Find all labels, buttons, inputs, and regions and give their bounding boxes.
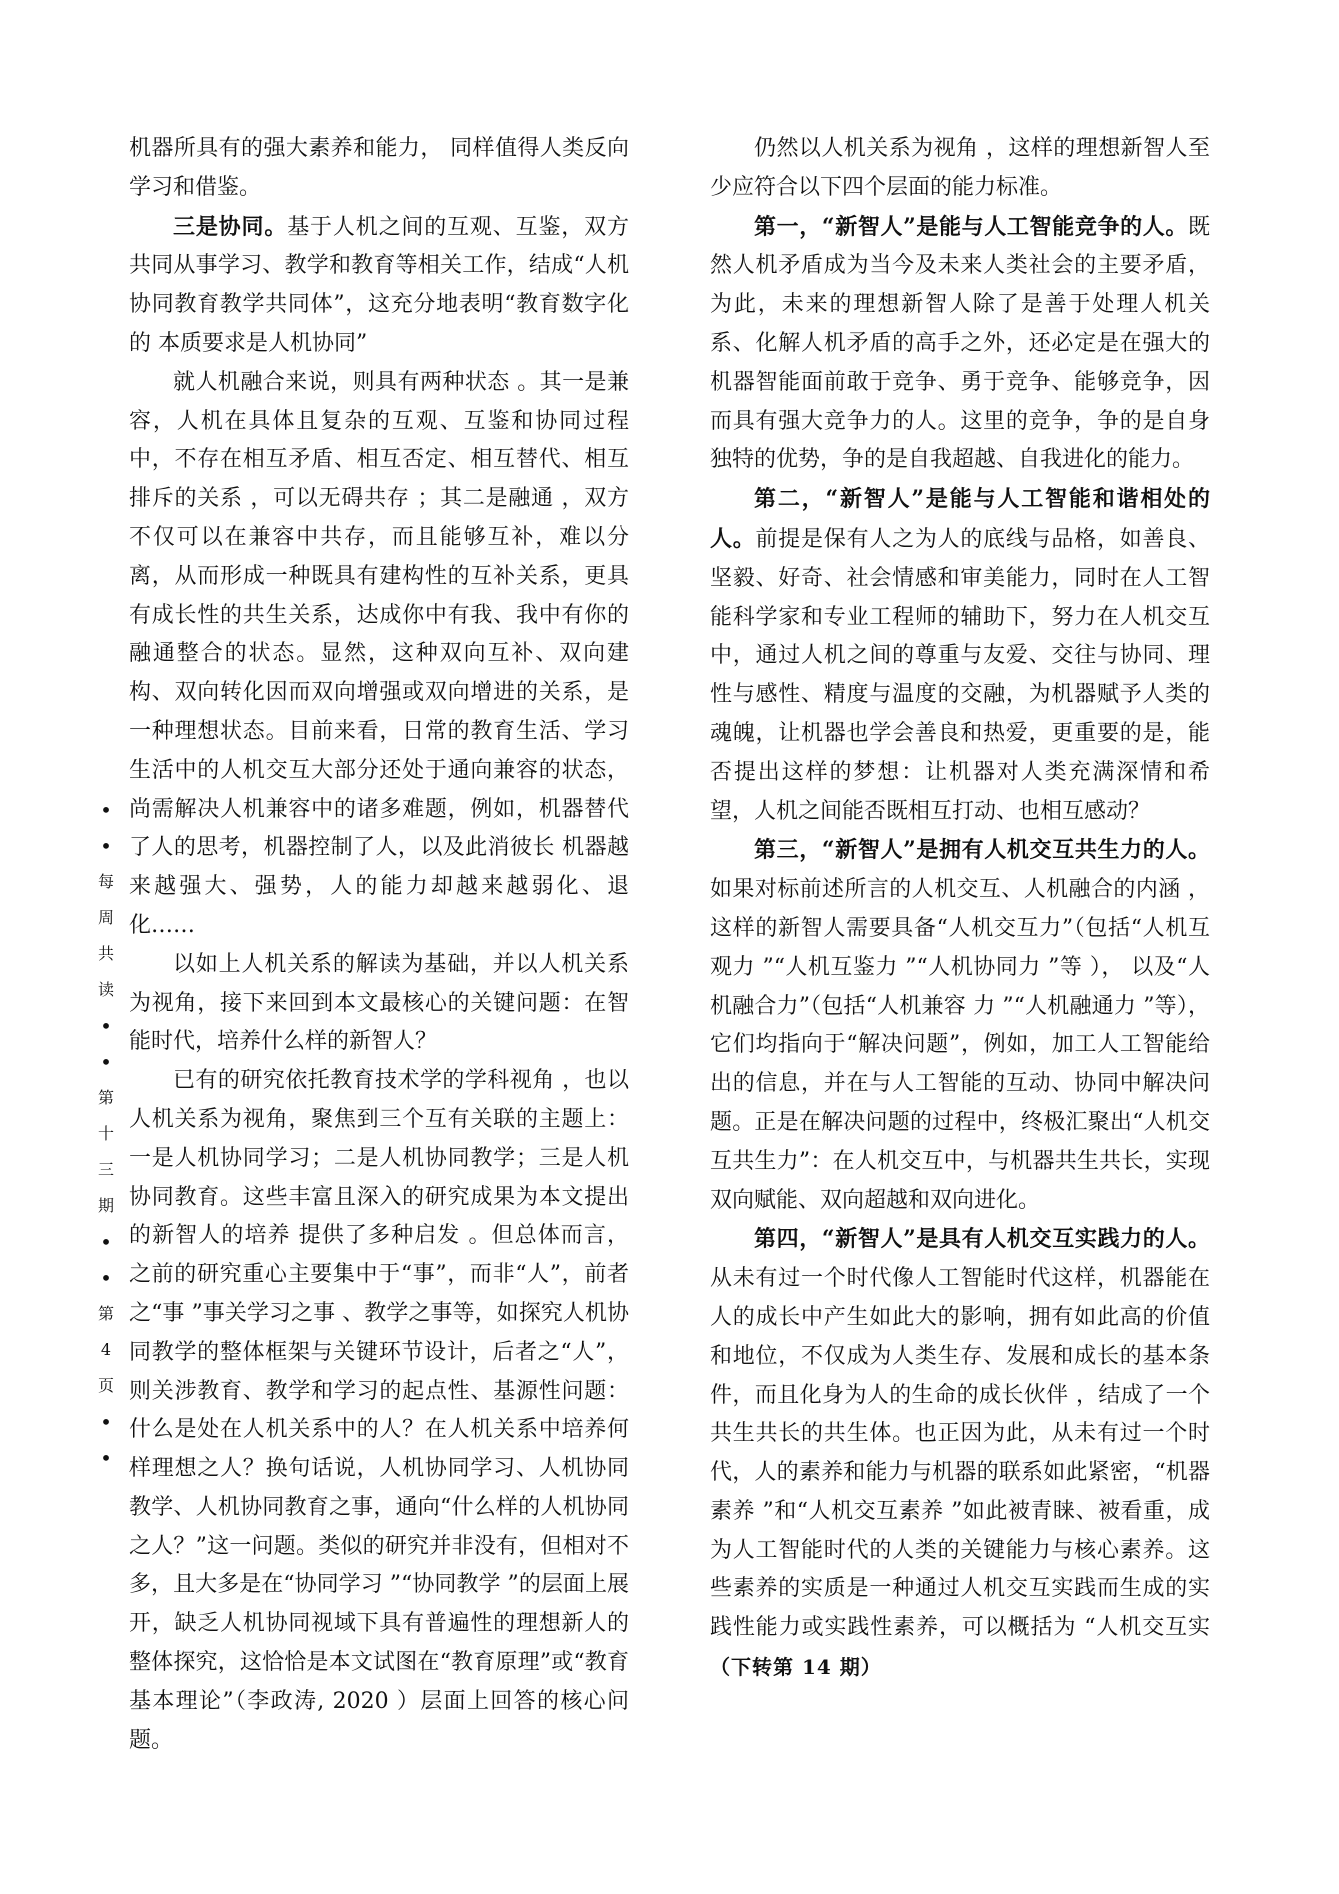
- paragraph-standard-3: [710, 831, 1210, 1220]
- paragraph-continued: 机器所具有的强大素养和能力， 同样值得人类反向学习和借鉴。: [129, 136, 629, 200]
- margin-char: 周: [97, 908, 114, 927]
- paragraph-standard-4: [710, 1220, 1210, 1688]
- paragraph-lead: 第三，“新智人”是拥有人机交互共生力的人。: [754, 837, 1210, 864]
- margin-char: 十: [97, 1124, 114, 1143]
- margin-dot: •: [100, 1266, 112, 1290]
- margin-dot: •: [100, 1410, 112, 1434]
- margin-char: 每: [97, 872, 114, 891]
- paragraph-human-machine-fusion: 就人机融合来说，则具有两种状态 。其一是兼容，人机在具体且复杂的互观、互鉴和协同过程中，不存在相互矛盾、相互否定、相互替代、相互排斥的关系 ，可以无碍共存 ；其二是融通 ，双方不仅可以在兼容中共存，而且能够互补，难以分离，从而形成一种既具有建构性的互补关系，更具有成长性的共生关系，达成你中有我、我中有你的融通整合的状态。显然，这种双向互补、双向建构、双向转化因而双向增强或双向增进的关系，是一种理想状态。目前来看，日常的教育生活、学习生活中的人机交互大部分还处于通向兼容的状态，尚需解决人机兼容中的诸多难题，例如，机器替代了人的思考，机器控制了人，以及此消彼长 机器越来越强大、强势，人的能力却越来越弱化、退化……: [129, 369, 629, 938]
- margin-dot: •: [100, 834, 112, 858]
- paragraph-body: 如果对标前述所言的人机交互、人机融合的内涵 ，这样的新智人需要具备“人机交互力”（包括“人机互观力 ”“人机互鉴力 ”“人机协同力 ”等 ）， 以及“人机融合力”（包括“人机兼容 力 ”“人机融通力 ”等），它们均指向于“解决问题”，例如，加工人工智能给出的信息，并在与人工智能的互动、协同中解决问题。正是在解决问题的过程中，终极汇聚出“人机交互共生力”：在人机交互中，与机器共生共长，实现双向赋能、双向超越和双向进化。: [710, 877, 1210, 1213]
- margin-char: 第: [97, 1304, 114, 1323]
- margin-char: 期: [97, 1196, 114, 1215]
- paragraph-lead: 第一，“新智人”是能与人工智能竞争的人。: [754, 213, 1188, 240]
- margin-dot: •: [100, 1446, 112, 1470]
- right-column: [710, 130, 1210, 1688]
- paragraph-body: 从未有过一个时代像人工智能时代这样，机器能在人的成长中产生如此大的影响，拥有如此高的价值和地位，不仅成为人类生存、发展和成长的基本条件，而且化身为人的生命的成长伙伴 ，结成了一个共生共长的共生体。也正因为此，从未有过一个时代，人的素养和能力与机器的联系如此紧密，“机器素养 ”和“人机交互素养 ”如此被青睐、被看重，成为人工智能时代的人类的关键能力与核心素养。这些素养的实质是一种通过人机交互实践而生成的实践性能力或实践性素养，可以概括为 “人机交互实: [710, 1266, 1210, 1641]
- paragraph-lead: 三是协同。: [173, 213, 288, 240]
- margin-char: 读: [97, 980, 114, 999]
- paragraph-body: 前提是保有人之为人的底线与品格，如善良、坚毅、好奇、社会情感和审美能力，同时在人工智能科学家和专业工程师的辅助下，努力在人机交互中，通过人机之间的尊重与友爱、交往与协同、理性与感性、精度与温度的交融，为机器赋予人类的魂魄，让机器也学会善良和热爱，更重要的是，能否提出这样的梦想：让机器对人类充满深情和希望，人机之间能否既相互打动、也相互感动？: [710, 526, 1210, 824]
- margin-dot: •: [100, 1230, 112, 1254]
- margin-dot: •: [100, 1014, 112, 1038]
- paragraph-prior-research: 已有的研究依托教育技术学的学科视角 ，也以人机关系为视角，聚焦到三个互有关联的主题上：一是人机协同学习；二是人机协同教学；三是人机协同教育。这些丰富且深入的研究成果为本文提出的新智人的培养 提供了多种启发 。但总体而言， 之前的研究重心主要集中于“事”，而非“人”，前者之“事 ”事关学习之事 、教学之事等，如探究人机协同教学的整体框架与关键环节设计，后者之“人”，则关涉教育、教学和学习的起点性、基源性问题：什么是处在人机关系中的人？在人机关系中培养何样理想之人？换句话说，人机协同学习、人机协同教学、人机协同教育之事，通向“什么样的人机协同之人？”这一问题。类似的研究并非没有，但相对不多，且大多是在“协同学习 ”“协同教学 ”的层面上展开，缺乏人机协同视域下具有普遍性的理想新人的整体探究，这恰恰是本文试图在“教育原理”或“教育基本理论”（李政涛, 2020 ）层面上回答的核心问题。: [129, 1068, 629, 1753]
- paragraph-collaboration: [129, 208, 629, 364]
- paragraph-body: 既然人机矛盾成为当今及未来人类社会的主要矛盾，为此，未来的理想新智人除了是善于处理人机关系、化解人机矛盾的高手之外，还必定是在强大的机器智能面前敢于竞争、勇于竞争、能够竞争，因而具有强大竞争力的人。这里的竞争，争的是自身独特的优势，争的是自我超越、自我进化的能力。: [710, 214, 1210, 473]
- issue-margin-label: [96, 800, 116, 1484]
- paragraph-lead: 第二，“新智人”是能与人工智能和谐相处的人。: [710, 486, 1210, 552]
- margin-char: 共: [97, 944, 114, 963]
- margin-char: 第: [97, 1088, 114, 1107]
- margin-char: 4: [100, 1340, 112, 1359]
- margin-char: 页: [97, 1376, 114, 1395]
- paragraph-standard-1: [710, 208, 1210, 481]
- margin-dot: •: [100, 798, 112, 822]
- paragraph-intro-standards: 仍然以人机关系为视角 ，这样的理想新智人至少应符合以下四个层面的能力标准。: [710, 136, 1210, 200]
- paragraph-lead: 第四，“新智人”是具有人机交互实践力的人。: [754, 1226, 1210, 1253]
- left-column: [129, 130, 629, 1760]
- continued-note: （下转第 14 期）: [710, 1655, 882, 1680]
- margin-char: 三: [97, 1160, 114, 1179]
- margin-dot: •: [100, 1050, 112, 1074]
- paragraph-standard-2: [710, 480, 1210, 831]
- paragraph-body: 基于人机之间的互观、互鉴，双方共同从事学习、教学和教育等相关工作，结成“人机协同教育教学共同体”，这充分地表明“教育数字化的 本质要求是人机协同”: [129, 214, 629, 356]
- paragraph-key-question: 以如上人机关系的解读为基础，并以人机关系为视角，接下来回到本文最核心的关键问题：在智能时代，培养什么样的新智人？: [129, 951, 629, 1055]
